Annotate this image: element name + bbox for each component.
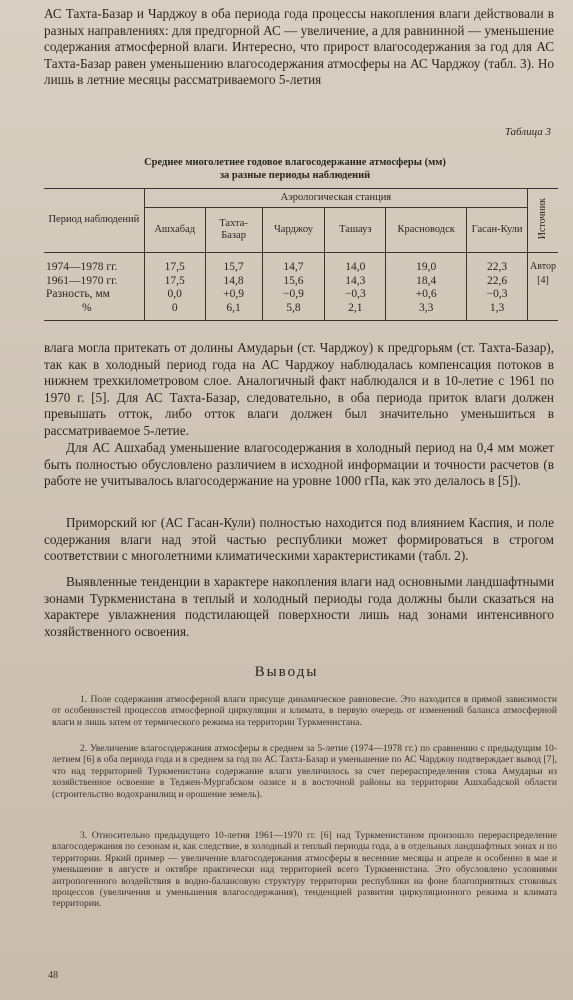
- source-cell: [4]: [528, 274, 558, 288]
- row-label: 1974—1978 гг.: [46, 261, 118, 273]
- source-cell: [528, 301, 558, 321]
- data-table: [44, 188, 558, 321]
- top-paragraph: АС Тахта-Базар и Чарджоу в оба периода года процессы накопления влаги действовали в разных направлениях: для предгорной АС — увеличение, а для равнинной — уменьшение содержания атмосферной влаги. Интересно, что прирост влагосодержания за год для АС Тахта-Базар равен уменьшению влагосодержания атмосферы на АС Чарджоу (табл. 3). Но лишь в летние месяцы рассматриваемого 5-летия: [44, 6, 554, 87]
- table-row: [44, 301, 558, 321]
- conclusion-item: 2. Увеличение влагосодержания атмосферы в среднем за 5-летие (1974—1978 гг.) по сравнению с предыдущим 10-летием [6] в оба периода года и в среднем за год по АС Тахта-Базар и уменьшение по АС Чарджоу подтверждает вывод [7], что над территорией Туркменистана содержание влаги увеличилось за счет перераспределения стока Амударьи из хозяйственное освоение в Теджен-Мургабском оазисе и в восточной районы на территории Ашхабадской области (строительство водохранилищ и орошение земель).: [52, 743, 557, 800]
- table-cell: −0,9: [262, 287, 325, 301]
- col-header-station: Красноводск: [386, 208, 467, 253]
- table-cell: 1,3: [467, 301, 528, 321]
- row-label: 1961—1970 гг.: [46, 274, 118, 287]
- table-cell: 15,6: [262, 274, 325, 288]
- col-header-station-group: Аэрологическая станция: [144, 189, 527, 208]
- table-title: [60, 156, 530, 182]
- source-cell: Автор: [528, 253, 558, 274]
- body-paragraph: Выявленные тенденции в характере накопления влаги над основными ландшафтными зонами Туркменистана в теплый и холодный периоды года должны были сказаться на характере увлажнения подстилающей поверхности лишь над зонами интенсивного хозяйственного освоения.: [44, 574, 554, 639]
- row-label: %: [44, 301, 144, 321]
- col-header-source: [528, 189, 558, 253]
- table-cell: −0,3: [467, 287, 528, 301]
- page-number: 48: [48, 970, 58, 981]
- table-cell: 15,7: [205, 253, 262, 274]
- col-header-station: Ташауз: [325, 208, 386, 253]
- source-label: Источник: [536, 197, 548, 239]
- body-paragraph: Приморский юг (АС Гасан-Кули) полностью находится под влиянием Каспия, и поле содержания влаги над этой частью республики может формироваться в строгом соответствии с многолетними климатическими характеристиками (табл. 2).: [44, 515, 554, 563]
- table-cell: 14,0: [325, 253, 386, 274]
- row-label: Разность, мм: [46, 288, 110, 300]
- conclusion-item: 1. Поле содержания атмосферной влаги присуще динамическое равновесие. Это находится в прямой зависимости от особенностей процессов атмосферной циркуляции и климата, в первую очередь от изменений баланса атмосферной влаги и лишь затем от термического режима на территории Туркменистана.: [52, 694, 557, 728]
- col-header-station: Ашхабад: [144, 208, 205, 253]
- conclusion-item: 3. Относительно предыдущего 10-летия 1961—1970 гг. [6] над Туркменистаном произошло перераспределение влагосодержания по сезонам и, как следствие, в холодный и теплый периоды года, а в отдельных ландшафтных зонах и по территории. Яркий пример — увеличение влагосодержания атмосферы в весенние месяцы и апреле и особенно в мае и уменьшение в августе и октябре практически над территорией всего Туркменистана. Это обусловлено условиями антропогенного воздействия в водно-балансовую структуру территории республики на фоне благоприятных стоковых процессов (увеличения и уменьшения влагосодержания), тенденцией развития циркуляционного режима и климата территории.: [52, 830, 557, 910]
- table-cell: 17,5: [144, 274, 205, 288]
- table-cell: 22,6: [467, 274, 528, 288]
- table-cell: 17,5: [144, 253, 205, 274]
- col-header-period: Период наблюдений: [44, 189, 144, 253]
- table-cell: +0,9: [205, 287, 262, 301]
- table-cell: 0,0: [144, 287, 205, 301]
- col-header-station: Тахта-Базар: [205, 208, 262, 253]
- table-cell: 14,3: [325, 274, 386, 288]
- table-cell: 22,3: [467, 253, 528, 274]
- table-title-line2: за разные периоды наблюдений: [219, 170, 371, 181]
- table-row: [44, 274, 558, 288]
- table-cell: 19,0: [386, 253, 467, 274]
- table-row: [44, 253, 558, 274]
- table-caption: Таблица 3: [504, 126, 551, 138]
- table-cell: 3,3: [386, 301, 467, 321]
- table-row: [44, 287, 558, 301]
- table-cell: 5,8: [262, 301, 325, 321]
- body-paragraph: Для АС Ашхабад уменьшение влагосодержания в холодный период на 0,4 мм может быть полностью обусловлено различием в исходной информации и точности расчетов (в работе не учитывалось влагосодержание на уровне 1000 гПа, как это делалось в [5]).: [44, 440, 554, 488]
- body-paragraph: влага могла притекать от долины Амударьи (ст. Чарджоу) к предгорьям (ст. Тахта-Базар), так как в холодный период года на АС Чарджоу наблюдалась компенсация потоков в нижнем трехкилометровом слое. Аналогичный факт наблюдался и в 10-летие с 1961 по 1970 г. [5]. Для АС Тахта-Базар, следовательно, в оба периода приток влаги должен превышать отток, либо отток влаги должен был значительно уменьшиться в рассматриваемое 5-летие.: [44, 340, 554, 438]
- conclusions-heading: Выводы: [254, 664, 319, 680]
- table-cell: 18,4: [386, 274, 467, 288]
- col-header-station: Гасан-Кули: [467, 208, 528, 253]
- table-cell: 2,1: [325, 301, 386, 321]
- col-header-station: Чарджоу: [262, 208, 325, 253]
- table-cell: +0,6: [386, 287, 467, 301]
- source-cell: [528, 287, 558, 301]
- table-cell: 14,7: [262, 253, 325, 274]
- table-cell: 0: [144, 301, 205, 321]
- table-cell: 14,8: [205, 274, 262, 288]
- table-title-line1: Среднее многолетнее годовое влагосодержание атмосферы (мм): [144, 157, 446, 168]
- table-cell: −0,3: [325, 287, 386, 301]
- table-cell: 6,1: [205, 301, 262, 321]
